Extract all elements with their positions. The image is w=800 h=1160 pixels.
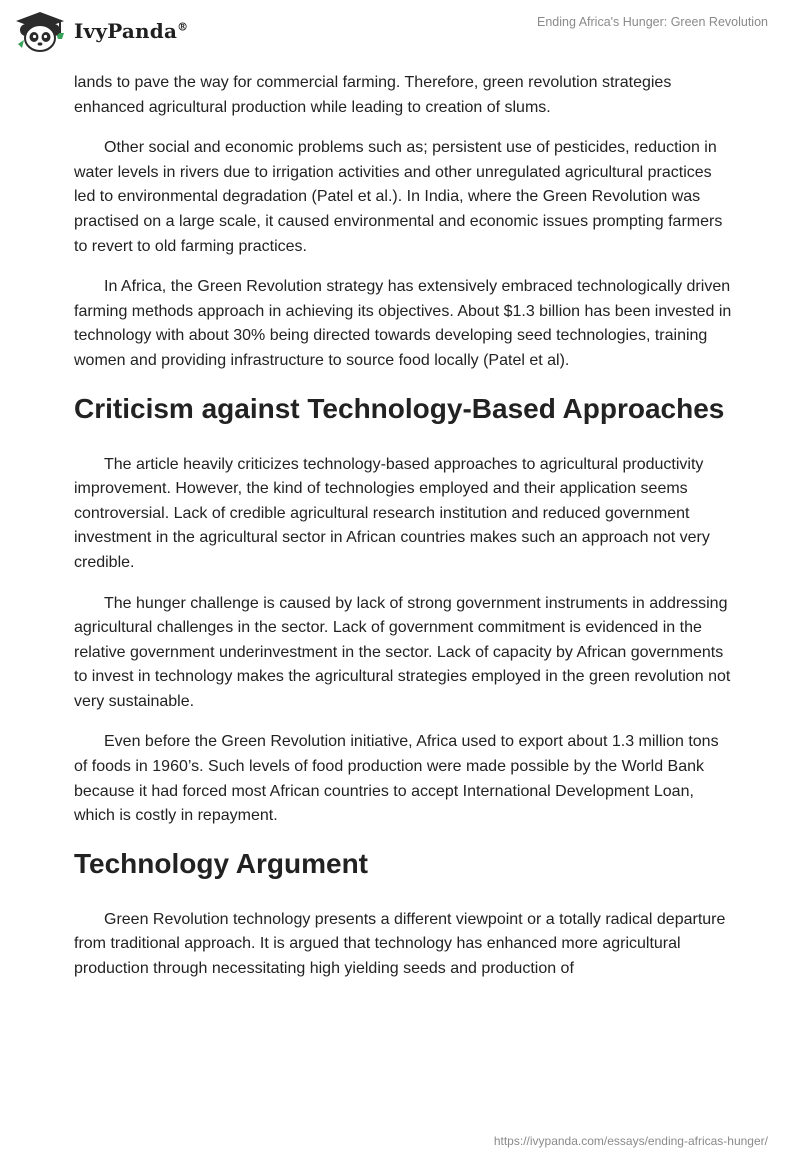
panda-graduation-cap-icon bbox=[12, 10, 68, 52]
paragraph: Even before the Green Revolution initiative, Africa used to export about 1.3 million tons of foods in 1960’s. Such levels of food production were made possible by the World Bank because it had forced most African countries to accept International Development Loan, which is costly in repayment. bbox=[74, 733, 719, 825]
paragraph: lands to pave the way for commercial farming. Therefore, green revolution strategies enhanced agricultural production while leading to creation of slums. bbox=[74, 74, 672, 116]
article-body bbox=[74, 71, 734, 998]
section-heading: Criticism against Technology-Based Approaches bbox=[74, 392, 725, 424]
paragraph: The article heavily criticizes technology-based approaches to agricultural productivity improvement. However, the kind of technologies employed and their application seems controversial. Lack of credible agricultural research institution and reduced government investment in the agricultural sector in African countries makes such an approach not very credible. bbox=[74, 455, 710, 571]
paragraph: Green Revolution technology presents a different viewpoint or a totally radical departure from traditional approach. It is argued that technology has enhanced more agricultural production through necessitating high yielding seeds and production of bbox=[74, 910, 726, 978]
page-header bbox=[0, 0, 800, 60]
paragraph: In Africa, the Green Revolution strategy has extensively embraced technologically driven farming methods approach in achieving its objectives. About $1.3 billion has been invested in technology with about 30% being directed towards developing seed technologies, training women and providing infrastructure to source food locally (Patel et al). bbox=[74, 278, 732, 369]
paragraph: The hunger challenge is caused by lack of strong government instruments in addressing agricultural challenges in the sector. Lack of government commitment is evidenced in the relative government underinvestment in the sector. Lack of capacity by African governments to invest in technology makes the agricultural strategies employed in the green revolution not very sustainable. bbox=[74, 594, 731, 710]
section-heading: Technology Argument bbox=[74, 847, 368, 879]
brand-text: IvyPanda bbox=[74, 19, 178, 43]
document-title: Ending Africa's Hunger: Green Revolution bbox=[537, 15, 768, 29]
registered-mark: ® bbox=[177, 20, 189, 34]
paragraph: Other social and economic problems such as; persistent use of pesticides, reduction in water levels in rivers due to irrigation activities and other unregulated agricultural practices led to environmental degradation (Patel et al.). In India, where the Green Revolution was practised on a large scale, it caused environmental and economic issues prompting farmers to revert to old farming practices. bbox=[74, 139, 723, 255]
page-url[interactable]: https://ivypanda.com/essays/ending-africas-hunger/ bbox=[493, 1134, 768, 1148]
site-logo[interactable] bbox=[12, 10, 188, 52]
brand-name bbox=[74, 19, 188, 43]
